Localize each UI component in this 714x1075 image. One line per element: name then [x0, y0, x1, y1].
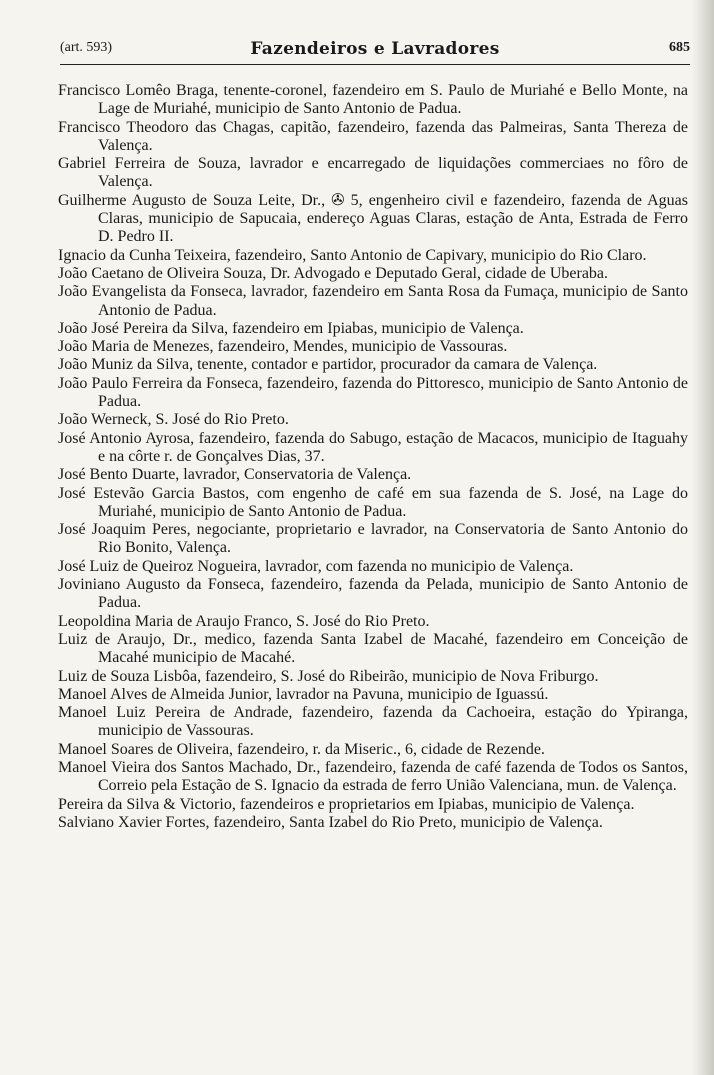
directory-entry: Guilherme Augusto de Souza Leite, Dr., ✇ 5, engenheiro civil e fazendeiro, fazenda de Aguas Claras, municipio de Sapucaia, endereço Aguas Claras, estação de Anta, Estrada de Ferro D. Pedro II. [58, 191, 688, 246]
page-edge-shadow [692, 0, 714, 1075]
directory-entry: João Werneck, S. José do Rio Preto. [58, 411, 289, 429]
directory-entry: José Estevão Garcia Bastos, com engenho de café em sua fazenda de S. José, na Lage do Muriahé, municipio de Santo Antonio de Padua. [58, 484, 688, 520]
directory-entry: José Luiz de Queiroz Nogueira, lavrador, com fazenda no municipio de Valença. [58, 557, 574, 575]
directory-entry: José Bento Duarte, lavrador, Conservatoria de Valença. [58, 466, 412, 484]
directory-entry: Francisco Lomêo Braga, tenente-coronel, fazendeiro em S. Paulo de Muriahé e Bello Monte, na Lage de Muriahé, municipio de Santo Antonio de Padua. [58, 82, 688, 118]
directory-entry: Salviano Xavier Fortes, fazendeiro, Santa Izabel do Rio Preto, municipio de Valença. [58, 813, 603, 831]
directory-entry: Joviniano Augusto da Fonseca, fazendeiro, fazenda da Pelada, municipio de Santo Antonio de Padua. [58, 576, 688, 612]
directory-entry: Ignacio da Cunha Teixeira, fazendeiro, Santo Antonio de Capivary, municipio do Rio Claro. [58, 246, 647, 264]
directory-entry: João Muniz da Silva, tenente, contador e partidor, procurador da camara de Valença. [58, 356, 598, 374]
directory-entry: João Maria de Menezes, fazendeiro, Mendes, municipio de Vassouras. [58, 338, 508, 356]
directory-entry: Luiz de Souza Lisbôa, fazendeiro, S. José do Ribeirão, municipio de Nova Friburgo. [58, 667, 599, 685]
directory-entry: Pereira da Silva & Victorio, fazendeiros e proprietarios em Ipiabas, municipio de Valença. [58, 795, 635, 813]
directory-entry: José Joaquim Peres, negociante, proprietario e lavrador, na Conservatoria de Santo Antonio do Rio Bonito, Valença. [58, 521, 688, 557]
directory-entry: Manoel Luiz Pereira de Andrade, fazendeiro, fazenda da Cachoeira, estação do Ypiranga, municipio de Vassouras. [58, 704, 688, 740]
directory-entry: Luiz de Araujo, Dr., medico, fazenda Santa Izabel de Macahé, fazendeiro em Conceição de Macahé municipio de Macahé. [58, 630, 688, 667]
directory-entry: José Antonio Ayrosa, fazendeiro, fazenda do Sabugo, estação de Macacos, municipio de Itaguahy e na côrte r. de Gonçalves Dias, 37. [58, 429, 688, 465]
directory-entry: Francisco Theodoro das Chagas, capitão, fazendeiro, fazenda das Palmeiras, Santa Thereza de Valença. [58, 118, 688, 154]
directory-entry: Leopoldina Maria de Araujo Franco, S. José do Rio Preto. [58, 612, 430, 630]
directory-entry: João Evangelista da Fonseca, lavrador, fazendeiro em Santa Rosa da Fumaça, municipio de Santo Antonio de Padua. [58, 283, 688, 319]
page-number: 685 [669, 40, 690, 55]
directory-entry: Manoel Soares de Oliveira, fazendeiro, r. da Miseric., 6, cidade de Rezende. [58, 740, 545, 758]
directory-entry: João Caetano de Oliveira Souza, Dr. Advogado e Deputado Geral, cidade de Uberaba. [58, 264, 609, 282]
page-header [60, 38, 690, 65]
directory-entry: Gabriel Ferreira de Souza, lavrador e encarregado de liquidações commerciaes no fôro de Valença. [58, 155, 688, 191]
directory-entries [58, 82, 688, 832]
page-title: Fazendeiros e Lavradores [250, 39, 500, 59]
directory-entry: Manoel Vieira dos Santos Machado, Dr., fazendeiro, fazenda de café fazenda de Todos os Santos, Correio pela Estação de S. Ignacio da estrada de ferro União Valenciana, mun. de Valença. [58, 758, 688, 795]
directory-entry: Manoel Alves de Almeida Junior, lavrador na Pavuna, municipio de Iguassú. [58, 685, 549, 703]
article-reference: (art. 593) [60, 40, 113, 55]
directory-entry: João José Pereira da Silva, fazendeiro em Ipiabas, municipio de Valença. [58, 319, 524, 337]
directory-entry: João Paulo Ferreira da Fonseca, fazendeiro, fazenda do Pittoresco, municipio de Santo Antonio de Padua. [58, 374, 688, 411]
